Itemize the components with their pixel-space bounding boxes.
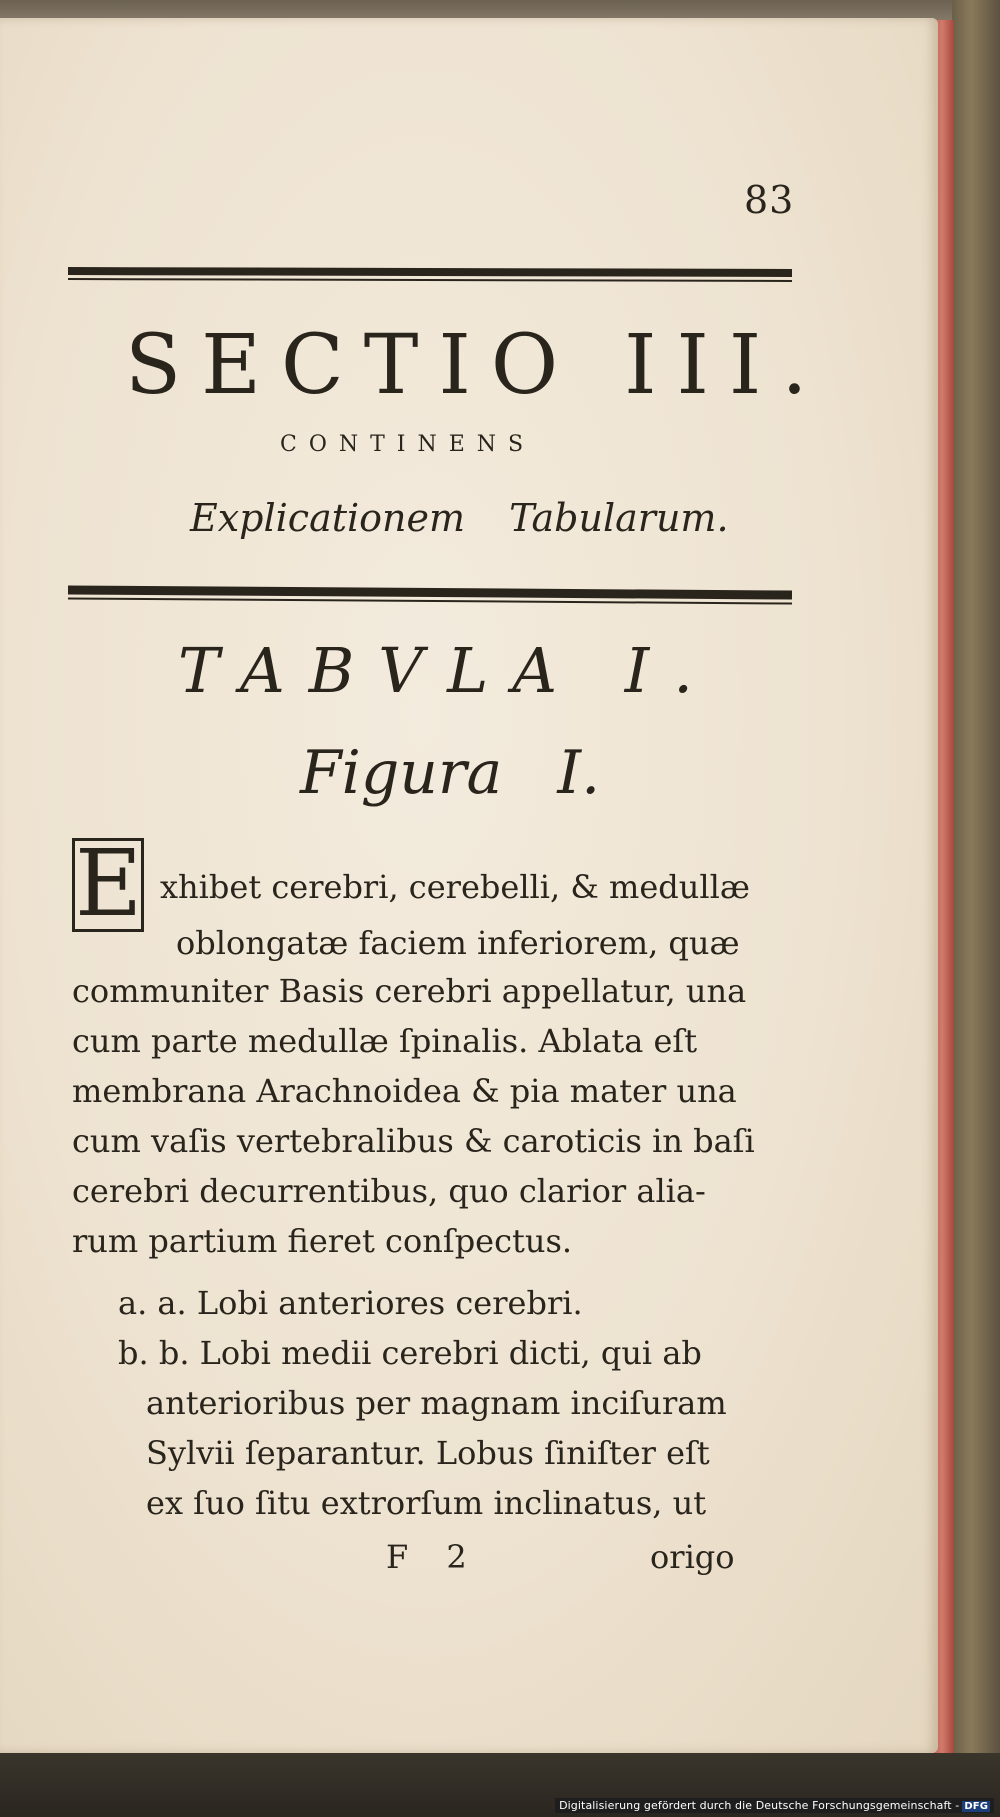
list-item-continuation: ex ſuo ſitu extrorſum inclinatus, ut: [146, 1484, 707, 1522]
list-item: b. b. Lobi medii cerebri dicti, qui ab: [118, 1334, 702, 1372]
section-title: SECTIO III.: [125, 318, 828, 413]
digitization-credit: [555, 1798, 994, 1813]
list-item-continuation: anterioribus per magnam inciſuram: [146, 1384, 727, 1422]
book-right-edge: [952, 0, 1000, 1817]
credit-text: Digitalisierung gefördert durch die Deutsche Forschungsgemeinschaft -: [559, 1799, 960, 1812]
tabula-heading: TABVLA I.: [178, 634, 717, 707]
figura-heading: Figura I.: [300, 738, 601, 808]
paragraph-line: membrana Arachnoidea & pia mater una: [72, 1072, 737, 1110]
paragraph-line: oblongatæ faciem inferiorem, quæ: [176, 924, 740, 962]
list-item: a. a. Lobi anteriores cerebri.: [118, 1284, 583, 1322]
continens-label: CONTINENS: [280, 432, 536, 457]
signature-mark: F 2: [386, 1538, 481, 1576]
paragraph-line: cum vaſis vertebralibus & caroticis in baſi: [72, 1122, 755, 1160]
paragraph-line: communiter Basis cerebri appellatur, una: [72, 972, 747, 1010]
page-number: 83: [744, 178, 795, 222]
paragraph-line: xhibet cerebri, cerebelli, & medullæ: [160, 868, 750, 906]
catchword: origo: [650, 1538, 735, 1576]
paragraph-line: rum partium fieret conſpectus.: [72, 1222, 573, 1260]
list-item-continuation: Sylvii ſeparantur. Lobus ſiniſter eſt: [146, 1434, 710, 1472]
dfg-logo: DFG: [964, 1801, 988, 1812]
paragraph-line: cum parte medullæ ſpinalis. Ablata eſt: [72, 1022, 698, 1060]
drop-cap-initial: E: [72, 838, 144, 932]
paragraph-line: cerebri decurrentibus, quo clarior alia-: [72, 1172, 706, 1210]
section-subtitle: Explicationem Tabularum.: [190, 496, 729, 540]
